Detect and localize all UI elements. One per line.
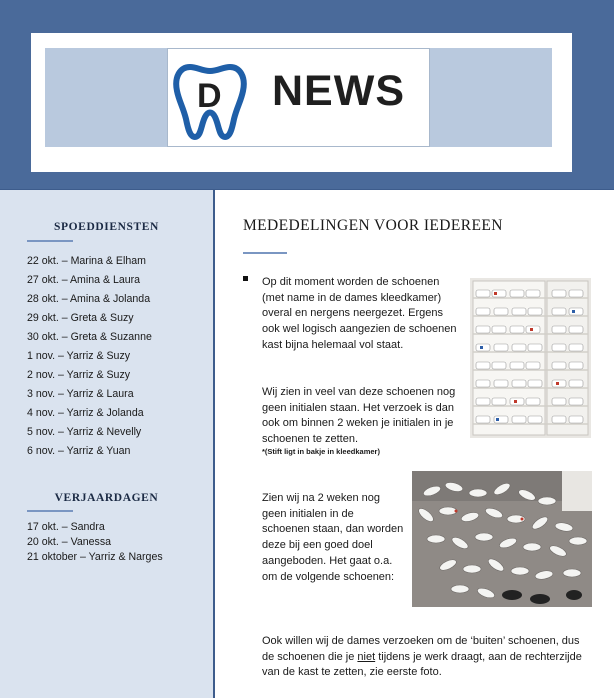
paragraph-charity-notice: Zien wij na 2 weken nog geen initialen in de schoenen staan, dan worden deze bij een goed doel aangeboden. Het gaat o.a. om de volgende schoenen: — [262, 492, 404, 583]
duty-item: 28 okt. – Amina & Jolanda — [27, 293, 151, 305]
paragraph-outdoor-shoes: Ook willen wij de dames verzoeken om de ‘buiten’ schoenen, dus de schoenen die je niet tijdens je werk draagt, aan de rechterzijde van de kast te zetten, zie eerste foto. — [262, 635, 582, 679]
duty-item: 22 okt. – Marina & Elham — [27, 255, 146, 267]
shoes-floor-photo — [412, 471, 592, 607]
birthday-item: 17 okt. – Sandra — [27, 521, 105, 533]
paragraph-shoes-intro: Op dit moment worden de schoenen (met name in de dames kleedkamer) overal en nergens neergezet. Ergens ook wel logisch aangezien de schoenen kast bijna helemaal vol staat. — [262, 276, 457, 351]
title-rule — [243, 252, 287, 254]
page-title: MEDEDELINGEN VOOR IEDEREEN — [243, 217, 503, 234]
duty-item: 6 nov. – Yarriz & Yuan — [27, 445, 131, 457]
dnews-logo — [167, 48, 430, 147]
duty-item: 1 nov. – Yarriz & Suzy — [27, 350, 131, 362]
birthday-heading: VERJAARDAGEN — [54, 492, 159, 504]
birthday-list — [27, 520, 163, 565]
bullet-marker — [243, 276, 248, 281]
emphasis-not: niet — [357, 650, 376, 663]
duty-item: 27 okt. – Amina & Laura — [27, 274, 141, 286]
duty-heading-rule — [27, 240, 73, 242]
duty-item: 4 nov. – Yarriz & Jolanda — [27, 407, 144, 419]
birthday-item: 20 okt. – Vanessa — [27, 536, 112, 548]
birthday-heading-rule — [27, 510, 73, 512]
duty-item: 2 nov. – Yarriz & Suzy — [27, 369, 131, 381]
birthday-item: 21 oktober – Yarriz & Narges — [27, 551, 163, 563]
duty-item: 30 okt. – Greta & Suzanne — [27, 331, 152, 343]
logo-letter: D — [197, 77, 222, 115]
marker-note: *(Stift ligt in bakje in kleedkamer) — [262, 447, 380, 456]
logo-wordmark: NEWS — [272, 67, 405, 115]
paragraph-initials-request: Wij zien in veel van deze schoenen nog geen initialen staan. Het verzoek is dan ook om binnen 2 weken je initialen in je schoenen te zetten. — [262, 386, 456, 446]
duty-item: 3 nov. – Yarriz & Laura — [27, 388, 134, 400]
sidebar — [0, 189, 215, 698]
duty-item: 5 nov. – Yarriz & Nevelly — [27, 426, 142, 438]
duty-item: 29 okt. – Greta & Suzy — [27, 312, 134, 324]
duty-heading: SPOEDDIENSTEN — [54, 221, 159, 233]
shoe-cabinet-photo — [470, 278, 591, 438]
duty-list — [27, 252, 152, 461]
